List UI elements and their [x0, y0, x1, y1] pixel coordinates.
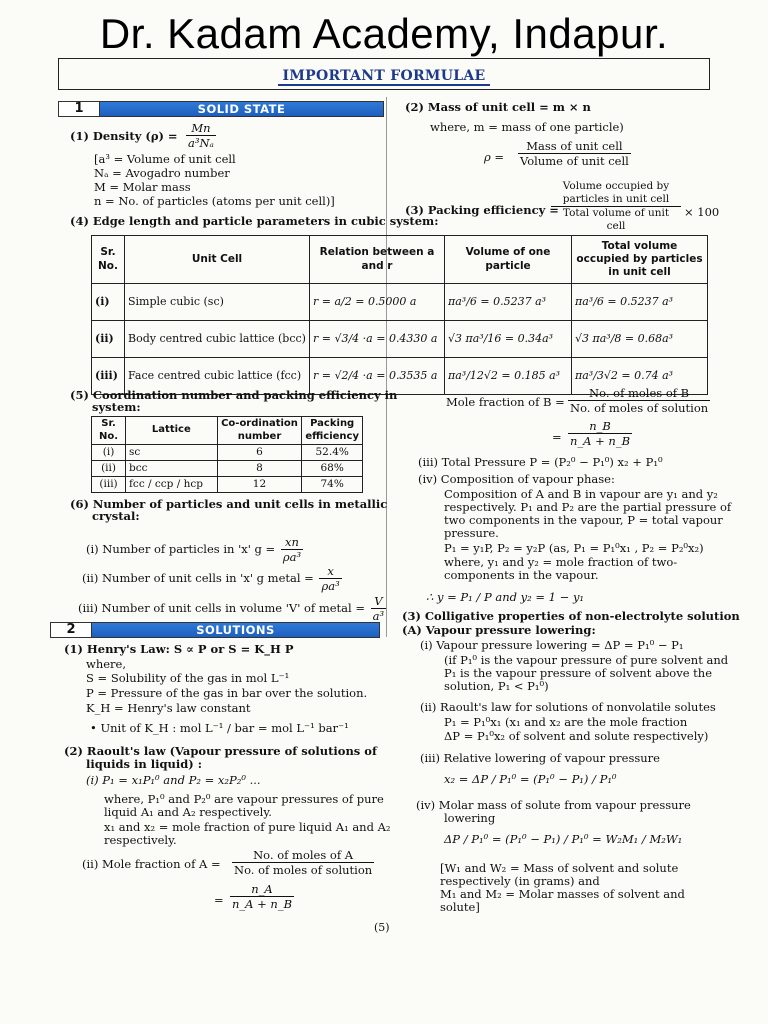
vpl-ii-1: (ii) Raoult's law for solutions of nonvolatile solutes: [420, 700, 716, 714]
formulae-title-box: [58, 58, 710, 90]
np2-num: x: [319, 564, 341, 579]
section-title: SOLID STATE: [100, 102, 383, 116]
coord-pe: 52.4%: [302, 445, 363, 461]
cell-unit-cell: Body centred cubic lattice (bcc): [125, 321, 310, 358]
cell-unit-cell: Face centred cubic lattice (fcc): [125, 358, 310, 395]
np3-label: (iii) Number of unit cells in volume 'V' of metal =: [78, 600, 366, 615]
molefrac-b-den: No. of moles of solution: [570, 401, 709, 416]
packing-denominator: Total volume of unit cell: [562, 207, 670, 233]
academy-header: Dr. Kadam Academy, Indapur.: [99, 10, 669, 57]
colligative-title: (3) Colligative properties of non-electrolyte solution: [402, 609, 740, 623]
cell-relation: r = √3/4 ·a = 0.4330 a: [310, 321, 445, 358]
molefrac-a-eq: =: [214, 893, 224, 907]
density-def-1: [a³ = Volume of unit cell: [94, 152, 236, 166]
table-row: [92, 284, 708, 321]
molefrac-b2-den: n_A + n_B: [570, 434, 631, 449]
page-number: (5): [374, 921, 390, 934]
molefrac-b-fraction-2: [566, 419, 634, 449]
cell-total: √3 πa³/8 = 0.68a³: [572, 321, 708, 358]
henry-law: (1) Henry's Law: S ∝ P or S = K_H P: [64, 642, 294, 656]
table-row: [92, 445, 363, 461]
mass-where: where, m = mass of one particle): [430, 120, 624, 134]
cell-unit-cell: Simple cubic (sc): [125, 284, 310, 321]
cubic-system-table: [91, 235, 708, 395]
vpl-ii-3: ΔP = P₁⁰x₂ of solvent and solute respectively): [444, 729, 709, 743]
coord-cn: 8: [217, 461, 302, 477]
vpl-i-2: (if P₁⁰ is the vapour pressure of pure solvent and: [444, 653, 729, 667]
coord-header-row: [92, 417, 363, 445]
vpl-iv-2: lowering: [444, 811, 496, 825]
cell-sr: (i): [92, 284, 125, 321]
rho-numerator: Mass of unit cell: [518, 139, 631, 154]
table-row: [92, 321, 708, 358]
np-line-1: [86, 535, 305, 565]
raoult-where-3: x₁ and x₂ = mole fraction of pure liquid A₁ and A₂: [104, 820, 391, 834]
coord-col-pe: Packing efficiency: [302, 417, 363, 445]
density-def-2: Nₐ = Avogadro number: [94, 166, 230, 180]
molefrac-a-fraction-2: [228, 882, 296, 912]
vpl-ii-2: P₁ = P₁⁰x₁ (x₁ and x₂ are the mole fraction: [444, 715, 688, 729]
np2-label: (ii) Number of unit cells in 'x' g metal =: [82, 570, 314, 585]
molefrac-b2-num: n_B: [568, 419, 632, 434]
vpl-iv-1: (iv) Molar mass of solute from vapour pressure: [416, 798, 691, 812]
section-bar-solid-state: [58, 101, 384, 117]
np2-den: ρa³: [321, 579, 340, 594]
coord-lattice: fcc / ccp / hcp: [126, 477, 218, 493]
formulae-title: IMPORTANT FORMULAE: [278, 68, 489, 86]
coord-col-lattice: Lattice: [126, 417, 218, 445]
np-line-3: [78, 594, 388, 624]
packing-fraction: [549, 180, 683, 234]
table-header-row: [92, 236, 708, 284]
henry-def-2: P = Pressure of the gas in bar over the solution.: [86, 686, 368, 700]
vpl-iv-def-1: [W₁ and W₂ = Mass of solvent and solute: [440, 861, 679, 875]
molefrac-a-num: No. of moles of A: [232, 848, 374, 863]
molefrac-b-label: Mole fraction of B =: [446, 395, 565, 409]
density-label: (1) Density (ρ) =: [70, 129, 178, 143]
np1-den: ρa³: [282, 550, 302, 565]
molefrac-a2-num: n_A: [230, 882, 294, 897]
section-bar-solutions: [50, 622, 380, 638]
raoult-title-2: liquids in liquid) :: [86, 757, 202, 771]
molefrac-a2-den: n_A + n_B: [232, 897, 293, 912]
henry-def-3: K_H = Henry's law constant: [86, 701, 251, 715]
coord-col-sr: Sr. No.: [92, 417, 126, 445]
np1-label: (i) Number of particles in 'x' g =: [86, 541, 276, 556]
coord-title-2: system:: [92, 400, 141, 414]
rho-denominator: Volume of unit cell: [520, 154, 629, 169]
henry-def-1: S = Solubility of the gas in mol L⁻¹: [86, 671, 290, 685]
raoult-title-1: (2) Raoult's law (Vapour pressure of solutions of: [64, 744, 377, 758]
np3-den: a³: [372, 609, 385, 624]
henry-unit: • Unit of K_H : mol L⁻¹ / bar = mol L⁻¹ bar⁻¹: [90, 721, 349, 735]
vpl-iv-def-4: solute]: [440, 900, 480, 914]
np1-num: xn: [281, 535, 303, 550]
edge-length-title: (4) Edge length and particle parameters in cubic system:: [70, 214, 439, 228]
vpl-i-1: (i) Vapour pressure lowering = ΔP = P₁⁰ − P₁: [420, 638, 684, 652]
cell-volume: √3 πa³/16 = 0.34a³: [445, 321, 572, 358]
coord-lattice: bcc: [126, 461, 218, 477]
henry-where: where,: [86, 657, 127, 671]
coord-pe: 68%: [302, 461, 363, 477]
density-def-4: n = No. of particles (atoms per unit cell)]: [94, 194, 335, 208]
col-total-volume: Total volume occupied by particles in unit cell: [572, 236, 708, 284]
raoult-where-1: where, P₁⁰ and P₂⁰ are vapour pressures of pure: [104, 792, 384, 806]
table-row: [92, 477, 363, 493]
coord-cn: 12: [217, 477, 302, 493]
vapour-composition: (iv) Composition of vapour phase:: [418, 472, 615, 486]
cell-relation: r = a/2 = 0.5000 a: [310, 284, 445, 321]
coord-cn: 6: [217, 445, 302, 461]
molefrac-a-den: No. of moles of solution: [234, 863, 373, 878]
comp-line-1: Composition of A and B in vapour are y₁ and y₂: [444, 487, 718, 501]
comp-line-5: P₁ = y₁P, P₂ = y₂P (as, P₁ = P₁⁰x₁ , P₂ = P₂⁰x₂): [444, 541, 704, 555]
packing-numerator: Volume occupied by particles in unit cell: [551, 180, 681, 207]
cell-volume: πa³/6 = 0.5237 a³: [445, 284, 572, 321]
cell-sr: (ii): [92, 321, 125, 358]
np-title-1: (6) Number of particles and unit cells in metallic: [70, 497, 388, 511]
molefrac-a-fraction: [230, 848, 376, 878]
col-relation: Relation between a and r: [310, 236, 445, 284]
cell-total: πa³/3√2 = 0.74 a³: [572, 358, 708, 395]
cell-total: πa³/6 = 0.5237 a³: [572, 284, 708, 321]
packing-tail: × 100: [684, 205, 720, 219]
vpl-iv-eq: ΔP / P₁⁰ = (P₁⁰ − P₁) / P₁⁰ = W₂M₁ / M₂W₁: [444, 832, 683, 846]
density-def-3: M = Molar mass: [94, 180, 191, 194]
col-volume: Volume of one particle: [445, 236, 572, 284]
rho-fraction: [516, 139, 633, 169]
coord-sr: (i): [92, 445, 126, 461]
comp-line-6: where, y₁ and y₂ = mole fraction of two-: [444, 555, 678, 569]
molefrac-b-fraction: [566, 386, 712, 416]
col-unit-cell: Unit Cell: [125, 236, 310, 284]
vpl-iii: (iii) Relative lowering of vapour pressure: [420, 751, 660, 765]
coord-lattice: sc: [126, 445, 218, 461]
coordination-table: [91, 416, 363, 493]
comp-line-4: pressure.: [444, 526, 499, 540]
coord-col-cn: Co-ordination number: [217, 417, 302, 445]
coord-pe: 74%: [302, 477, 363, 493]
packing-efficiency-label: (3) Packing efficiency =: [405, 203, 559, 217]
rho-label: ρ =: [484, 150, 505, 164]
comp-line-2: respectively. P₁ and P₂ are the partial pressure of: [444, 500, 732, 514]
vpl-i-3: P₁ is the vapour pressure of solvent above the: [444, 666, 713, 680]
section-number: 2: [51, 623, 92, 637]
molefrac-a-label: (ii) Mole fraction of A =: [82, 857, 221, 871]
table-row: [92, 461, 363, 477]
molefrac-b-eq: =: [552, 430, 562, 444]
np-title-2: crystal:: [92, 509, 140, 523]
raoult-equation: (i) P₁ = x₁P₁⁰ and P₂ = x₂P₂⁰ ...: [86, 773, 261, 787]
np3-num: V: [371, 594, 386, 609]
cell-sr: (iii): [92, 358, 125, 395]
raoult-where-4: respectively.: [104, 833, 177, 847]
vpl-iii-eq: x₂ = ΔP / P₁⁰ = (P₁⁰ − P₁) / P₁⁰: [444, 772, 617, 786]
density-fraction: [184, 121, 218, 151]
section-title: SOLUTIONS: [92, 623, 379, 637]
vp-lowering-title: (A) Vapour pressure lowering:: [402, 623, 596, 637]
col-sr: Sr. No.: [92, 236, 125, 284]
total-pressure: (iii) Total Pressure P = (P₂⁰ − P₁⁰) x₂ + P₁⁰: [418, 455, 663, 469]
therefore-line: ∴ y = P₁ / P and y₂ = 1 − y₁: [426, 590, 585, 604]
density-denominator: a³Nₐ: [188, 136, 214, 151]
raoult-where-2: liquid A₁ and A₂ respectively.: [104, 805, 272, 819]
vpl-i-4: solution, P₁ < P₁⁰): [444, 679, 549, 693]
coord-sr: (ii): [92, 461, 126, 477]
mass-unit-cell: (2) Mass of unit cell = m × n: [405, 100, 591, 114]
cell-relation: r = √2/4 ·a = 0.3535 a: [310, 358, 445, 395]
vpl-iv-def-2: respectively (in grams) and: [440, 874, 600, 888]
molefrac-b-num: No. of moles of B: [568, 386, 710, 401]
np-line-2: [82, 564, 344, 594]
vpl-iv-def-3: M₁ and M₂ = Molar masses of solvent and: [440, 887, 685, 901]
coord-sr: (iii): [92, 477, 126, 493]
section-number: 1: [59, 102, 100, 116]
comp-line-7: components in the vapour.: [444, 568, 599, 582]
comp-line-3: two components in the vapour, P = total vapour: [444, 513, 723, 527]
cell-volume: πa³/12√2 = 0.185 a³: [445, 358, 572, 395]
density-numerator: Mn: [186, 121, 216, 136]
coord-title-1: (5) Coordination number and packing efficiency in: [70, 388, 398, 402]
